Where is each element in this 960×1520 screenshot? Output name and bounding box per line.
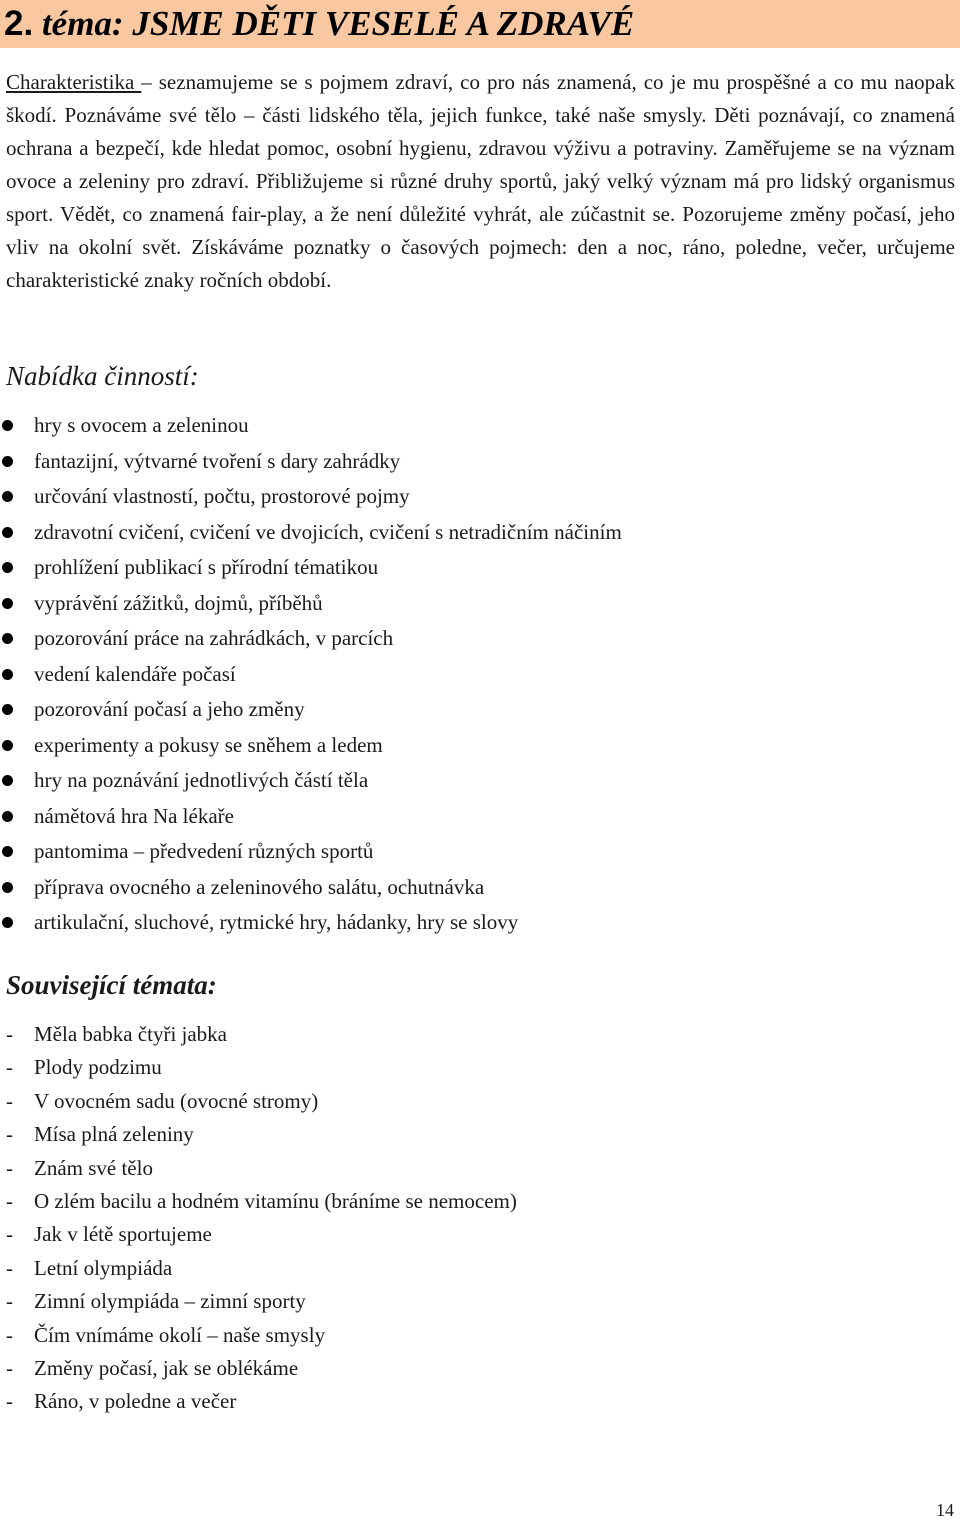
- list-item-text: V ovocném sadu (ovocné stromy): [34, 1088, 319, 1113]
- bullet-icon: [2, 846, 13, 857]
- list-item: [0, 1185, 517, 1218]
- activities-list: [0, 408, 622, 941]
- dash-marker: -: [6, 1222, 13, 1247]
- list-item: [0, 1385, 517, 1418]
- list-item-text: fantazijní, výtvarné tvoření s dary zahrádky: [34, 448, 401, 473]
- bullet-icon: [2, 562, 13, 573]
- dash-marker: -: [6, 1289, 13, 1314]
- activities-heading: Nabídka činností:: [6, 361, 199, 391]
- bullet-icon: [2, 917, 13, 928]
- list-item-text: pozorování počasí a jeho změny: [34, 697, 305, 721]
- list-item-text: Znám své tělo: [34, 1155, 153, 1180]
- title-text: téma: JSME DĚTI VESELÉ A ZDRAVÉ: [33, 4, 635, 43]
- list-item-text: určování vlastností, počtu, prostorové pojmy: [34, 484, 410, 508]
- title-number: 2.: [4, 4, 34, 43]
- page-number: 14: [936, 1500, 954, 1520]
- list-item: [0, 1051, 517, 1084]
- list-item: [0, 870, 622, 906]
- list-item: [0, 479, 622, 515]
- list-item: [0, 515, 622, 551]
- list-item: [0, 1352, 517, 1385]
- list-item-text: Čím vnímáme okolí – naše smysly: [34, 1322, 326, 1347]
- list-item-text: Mísa plná zeleniny: [34, 1122, 194, 1147]
- list-item-text: zdravotní cvičení, cvičení ve dvojicích, cvičení s netradičním náčiním: [34, 519, 622, 544]
- bullet-icon: [2, 491, 13, 502]
- bullet-icon: [2, 456, 13, 467]
- intro-label: Charakteristika: [6, 70, 142, 94]
- list-item: [0, 550, 622, 586]
- list-item-text: pantomima – předvedení různých sportů: [34, 839, 374, 863]
- list-item: [0, 834, 622, 870]
- related-heading: Související témata:: [6, 970, 217, 1000]
- intro-paragraph: [6, 66, 955, 297]
- dash-marker: -: [6, 1255, 13, 1280]
- list-item-text: hry na poznávání jednotlivých částí těla: [34, 768, 369, 792]
- list-item: [0, 1118, 517, 1151]
- list-item-text: Plody podzimu: [34, 1055, 162, 1080]
- list-item-text: námětová hra Na lékaře: [34, 803, 234, 828]
- dash-marker: -: [6, 1322, 13, 1347]
- dash-marker: -: [6, 1389, 13, 1414]
- list-item-text: Měla babka čtyři jabka: [34, 1022, 227, 1046]
- bullet-icon: [2, 740, 13, 751]
- page-title: [4, 2, 634, 46]
- list-item: [0, 1152, 517, 1185]
- bullet-icon: [2, 669, 13, 680]
- bullet-icon: [2, 882, 13, 893]
- bullet-icon: [2, 704, 13, 715]
- list-item-text: vyprávění zážitků, dojmů, příběhů: [34, 590, 323, 615]
- dash-marker: -: [6, 1088, 13, 1113]
- dash-marker: -: [6, 1022, 13, 1046]
- bullet-icon: [2, 420, 13, 431]
- list-item: [0, 586, 622, 622]
- list-item-text: prohlížení publikací s přírodní tématikou: [34, 555, 379, 579]
- list-item: [0, 905, 622, 941]
- bullet-icon: [2, 633, 13, 644]
- list-item: [0, 444, 622, 480]
- list-item-text: Letní olympiáda: [34, 1255, 173, 1280]
- bullet-icon: [2, 598, 13, 609]
- dash-marker: -: [6, 1055, 13, 1080]
- bullet-icon: [2, 775, 13, 786]
- list-item: [0, 763, 622, 799]
- dash-marker: -: [6, 1155, 13, 1180]
- list-item-text: pozorování práce na zahrádkách, v parcích: [34, 626, 394, 650]
- related-list: [0, 1018, 517, 1419]
- list-item-text: artikulační, sluchové, rytmické hry, hádanky, hry se slovy: [34, 910, 519, 934]
- dash-marker: -: [6, 1355, 13, 1380]
- list-item-text: Změny počasí, jak se oblékáme: [34, 1355, 299, 1380]
- list-item-text: Jak v létě sportujeme: [34, 1222, 212, 1247]
- list-item: [0, 408, 622, 444]
- list-item-text: vedení kalendáře počasí: [34, 661, 236, 686]
- list-item-text: Ráno, v poledne a večer: [34, 1389, 237, 1414]
- list-item: [0, 1085, 517, 1118]
- list-item: [0, 1252, 517, 1285]
- dash-marker: -: [6, 1122, 13, 1147]
- list-item-text: experimenty a pokusy se sněhem a ledem: [34, 732, 383, 757]
- list-item-text: hry s ovocem a zeleninou: [34, 413, 249, 437]
- list-item-text: příprava ovocného a zeleninového salátu, ochutnávka: [34, 874, 485, 899]
- intro-text: – seznamujeme se s pojmem zdraví, co pro nás znamená, co je mu prospěšné a co mu naopak škodí. Poznáváme své tělo – části lidského těla, jejich funkce, také naše smysly. Děti poznávají, co znamená ochrana a bezpečí, kde hledat pomoc, osobní hygienu, zdravou výživu a potraviny. Zaměřujeme se na význam ovoce a zeleniny pro zdraví. Přibližujeme si různé druhy sportů, jaký velký význam má pro lidský organismus sport. Vědět, co znamená fair-play, a že není důležité vyhrát, ale zúčastnit se. Pozorujeme změny počasí, jeho vliv na okolní svět. Získáváme poznatky o časových pojmech: den a noc, ráno, poledne, večer, určujeme charakteristické znaky ročních období.: [6, 70, 955, 292]
- list-item-text: Zimní olympiáda – zimní sporty: [34, 1289, 306, 1314]
- bullet-icon: [2, 811, 13, 822]
- list-item-text: O zlém bacilu a hodném vitamínu (bráníme se nemocem): [34, 1188, 517, 1213]
- list-item: [0, 621, 622, 657]
- list-item: [0, 657, 622, 693]
- list-item: [0, 799, 622, 835]
- list-item: [0, 1319, 517, 1352]
- bullet-icon: [2, 527, 13, 538]
- list-item: [0, 1285, 517, 1318]
- list-item: [0, 1218, 517, 1251]
- list-item: [0, 728, 622, 764]
- list-item: [0, 692, 622, 728]
- dash-marker: -: [6, 1188, 13, 1213]
- list-item: [0, 1018, 517, 1051]
